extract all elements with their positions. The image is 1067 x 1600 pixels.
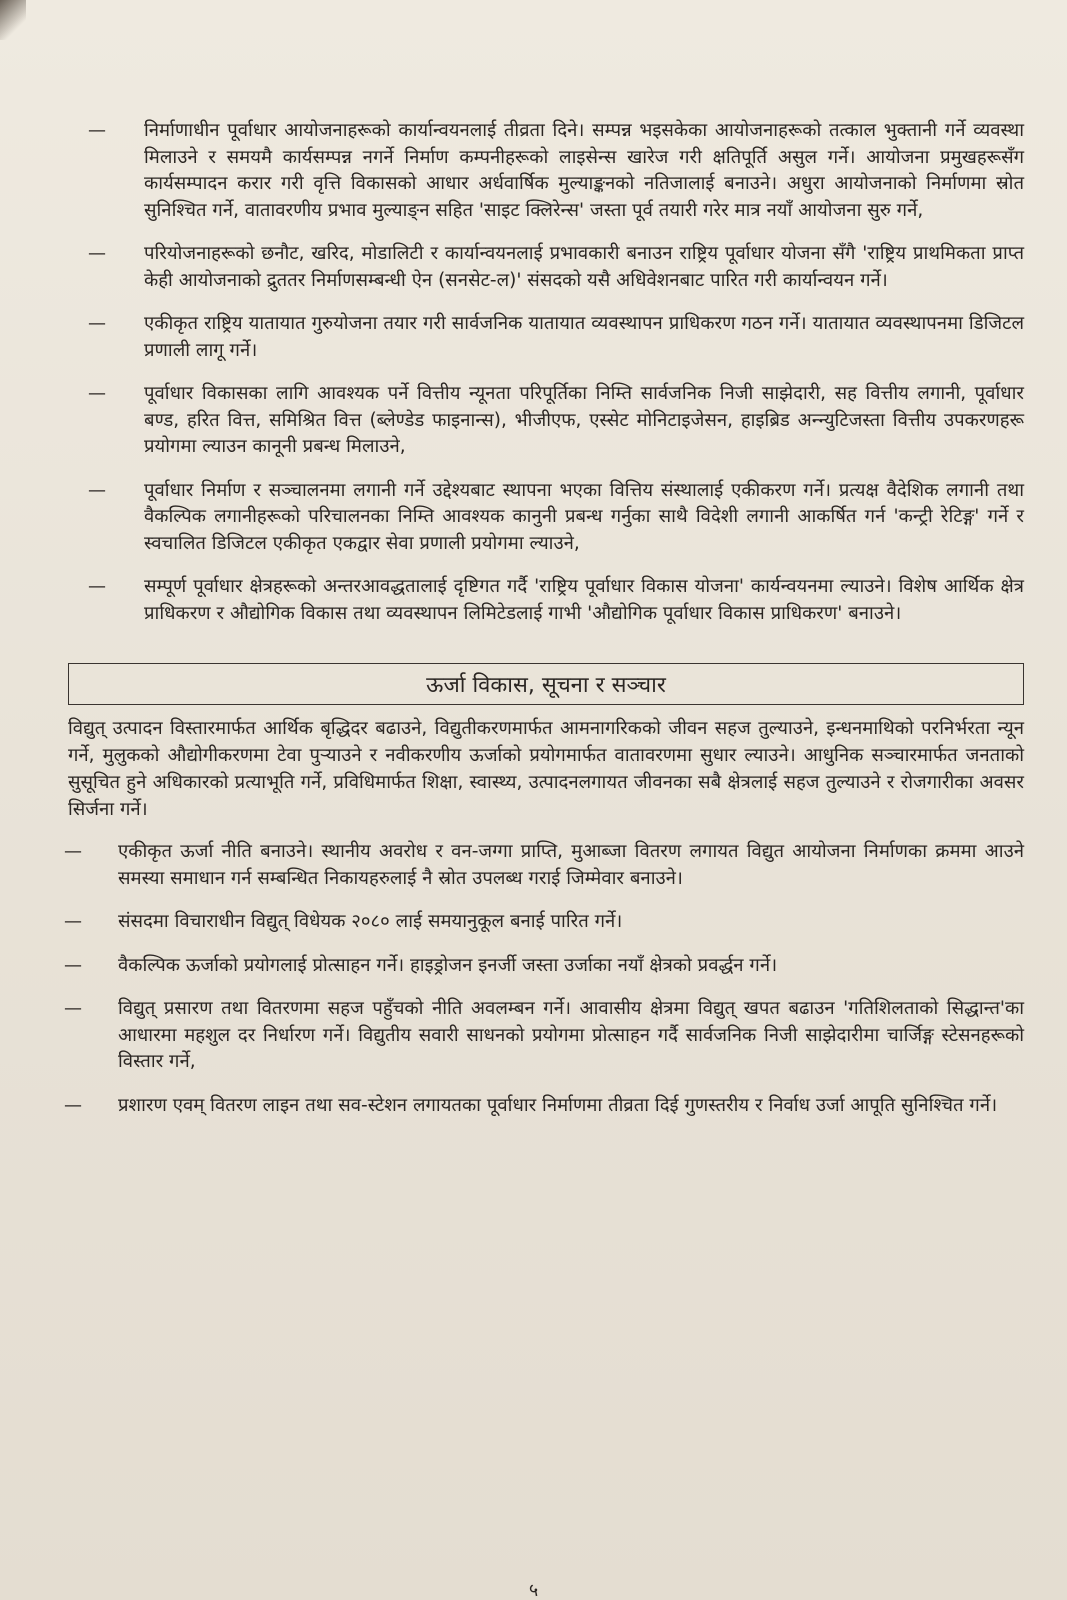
list-item bbox=[64, 118, 1024, 224]
section-intro-paragraph: विद्युत् उत्पादन विस्तारमार्फत आर्थिक बृद्धिदर बढाउने, विद्युतीकरणमार्फत आमनागरिकको जीवन सहज तुल्याउने, इन्धनमाथिको परनिर्भरता न्यून गर्ने, मुलुकको औद्योगीकरणमा टेवा पुऱ्याउने र नवीकरणीय ऊर्जाको प्रयोगमार्फत वातावरणमा सुधार ल्याउने। आधुनिक सञ्चारमार्फत जनताको सुसूचित हुने अधिकारको प्रत्याभूति गर्ने, प्रविधिमार्फत शिक्षा, स्वास्थ्य, उत्पादनलगायत जीवनका सबै क्षेत्रलाई सहज तुल्याउने र रोजगारीका अवसर सिर्जना गर्ने। bbox=[68, 718, 1024, 820]
list-item bbox=[64, 953, 1024, 980]
list-item-text: सम्पूर्ण पूर्वाधार क्षेत्रहरूको अन्तरआवद्धतालाई दृष्टिगत गर्दै 'राष्ट्रिय पूर्वाधार विकास योजना' कार्यन्वयनमा ल्याउने। विशेष आर्थिक क्षेत्र प्राधिकरण र औद्योगिक विकास तथा व्यवस्थापन लिमिटेडलाई गाभी 'औद्योगिक पूर्वाधार विकास प्राधिकरण' बनाउने। bbox=[144, 576, 1024, 624]
list-item bbox=[64, 241, 1024, 294]
page-content bbox=[64, 118, 1024, 1136]
list-item-text: परियोजनाहरूको छनौट, खरिद, मोडालिटी र कार्यान्वयनलाई प्रभावकारी बनाउन राष्ट्रिय पूर्वाधार योजना सँगै 'राष्ट्रिय प्राथमिकता प्राप्त केही आयोजनाको द्रुततर निर्माणसम्बन्धी ऐन (सनसेट-ल)' संसदको यसै अधिवेशनबाट पारित गरी कार्यान्वयन गर्ने। bbox=[144, 243, 1024, 291]
page-number: ५ bbox=[528, 1580, 539, 1600]
list-item bbox=[64, 574, 1024, 627]
list-item-text: संसदमा विचाराधीन विद्युत् विधेयक २०८० लाई समयानुकूल बनाई पारित गर्ने। bbox=[118, 911, 623, 932]
dash-marker: — bbox=[64, 841, 82, 862]
list-item bbox=[64, 311, 1024, 364]
list-item-text: प्रशारण एवम् वितरण लाइन तथा सव-स्टेशन लगायतका पूर्वाधार निर्माणमा तीव्रता दिई गुणस्तरीय र निर्वाध उर्जा आपूति सुनिश्चित गर्ने। bbox=[118, 1094, 998, 1116]
list-item-text: एकीकृत राष्ट्रिय यातायात गुरुयोजना तयार गरी सार्वजनिक यातायात व्यवस्थापन प्राधिकरण गठन गर्ने। यातायात व्यवस्थापनमा डिजिटल प्रणाली लागू गर्ने। bbox=[144, 313, 1024, 361]
list-item-text: विद्युत् प्रसारण तथा वितरणमा सहज पहुँचको नीति अवलम्बन गर्ने। आवासीय क्षेत्रमा विद्युत् खपत बढाउन 'गतिशिलताको सिद्धान्त'का आधारमा महशुल दर निर्धारण गर्ने। विद्युतीय सवारी साधनको प्रयोगमा प्रोत्साहन गर्दै सार्वजनिक निजी साझेदारीमा चार्जिङ्ग स्टेसनहरूको विस्तार गर्ने, bbox=[118, 998, 1024, 1072]
list-item-text: एकीकृत ऊर्जा नीति बनाउने। स्थानीय अवरोध र वन-जग्गा प्राप्ति, मुआब्जा वितरण लगायत विद्युत आयोजना निर्माणका क्रममा आउने समस्या समाधान गर्न सम्बन्धित निकायहरुलाई नै स्रोत उपलब्ध गराई जिम्मेवार बनाउने। bbox=[118, 841, 1024, 889]
dash-marker: — bbox=[64, 911, 82, 932]
dash-marker: — bbox=[64, 1094, 82, 1116]
list-item bbox=[64, 381, 1024, 461]
dash-marker: — bbox=[64, 998, 82, 1019]
list-item bbox=[64, 996, 1024, 1076]
dash-marker: — bbox=[88, 243, 106, 264]
list-item-text: निर्माणाधीन पूर्वाधार आयोजनाहरूको कार्यान्वयनलाई तीव्रता दिने। सम्पन्न भइसकेका आयोजनाहरूको तत्काल भुक्तानी गर्ने व्यवस्था मिलाउने र समयमै कार्यसम्पन्न नगर्ने निर्माण कम्पनीहरूको लाइसेन्स खारेज गरी क्षतिपूर्ति असुल गर्ने। आयोजना प्रमुखहरूसँग कार्यसम्पादन करार गरी वृत्ति विकासको आधार अर्धवार्षिक मुल्याङ्कनको नतिजालाई बनाउने। अधुरा आयोजनाको निर्माणमा स्रोत सुनिश्चित गर्ने, वातावरणीय प्रभाव मुल्याङ्न सहित 'साइट क्लिरेन्स' जस्ता पूर्व तयारी गरेर मात्र नयाँ आयोजना सुरु गर्ने, bbox=[144, 120, 1024, 221]
list-item bbox=[64, 478, 1024, 558]
dash-marker: — bbox=[88, 479, 106, 501]
dash-marker: — bbox=[64, 954, 82, 976]
dash-marker: — bbox=[88, 313, 106, 334]
dash-marker: — bbox=[88, 383, 106, 404]
infrastructure-bullet-list bbox=[64, 118, 1024, 627]
dash-marker: — bbox=[88, 576, 106, 597]
section-heading: ऊर्जा विकास, सूचना र सञ्चार bbox=[68, 663, 1024, 705]
list-item bbox=[64, 1093, 1024, 1120]
list-item-text: पूर्वाधार निर्माण र सञ्चालनमा लगानी गर्ने उद्देश्यबाट स्थापना भएका वित्तिय संस्थालाई एकीकरण गर्ने। प्रत्यक्ष वैदेशिक लगानी तथा वैकल्पिक लगानीहरूको परिचालनका निम्ति आवश्यक कानुनी प्रबन्ध गर्नुका साथै विदेशी लगानी आकर्षित गर्न 'कन्ट्री रेटिङ्ग' गर्ने र स्वचालित डिजिटल एकीकृत एकद्वार सेवा प्रणाली प्रयोगमा ल्याउने, bbox=[144, 479, 1024, 554]
list-item bbox=[64, 909, 1024, 936]
energy-bullet-list bbox=[64, 839, 1024, 1119]
list-item-text: पूर्वाधार विकासका लागि आवश्यक पर्ने वित्तीय न्यूनता परिपूर्तिका निम्ति सार्वजनिक निजी साझेदारी, सह वित्तीय लगानी, पूर्वाधार बण्ड, हरित वित्त, समिश्रित वित्त (ब्लेण्डेड फाइनान्स), भीजीएफ, एस्सेट मोनिटाइजेसन, हाइब्रिड अन्न्युटिजस्ता वित्तीय उपकरणहरू प्रयोगमा ल्याउन कानूनी प्रबन्ध मिलाउने, bbox=[144, 383, 1024, 457]
list-item-text: वैकल्पिक ऊर्जाको प्रयोगलाई प्रोत्साहन गर्ने। हाइड्रोजन इनर्जी जस्ता उर्जाका नयाँ क्षेत्रको प्रवर्द्धन गर्ने। bbox=[118, 954, 778, 976]
list-item bbox=[64, 839, 1024, 892]
dash-marker: — bbox=[88, 120, 106, 141]
